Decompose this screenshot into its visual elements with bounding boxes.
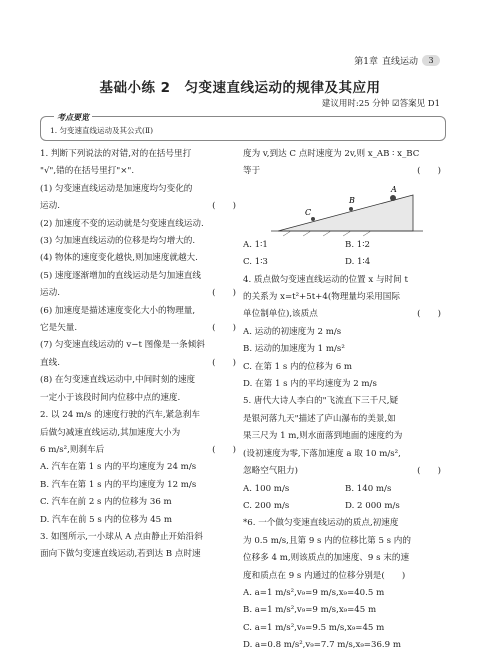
line-text: 1. 判断下列说法的对错,对的在括号里打 bbox=[40, 149, 192, 159]
text-line bbox=[40, 337, 242, 354]
text-line bbox=[243, 341, 447, 358]
line-text: B. a=1 m/s²,v₉=9 m/s,x₉=45 m bbox=[243, 605, 377, 616]
line-text: (5) 速度逐渐增加的直线运动是匀加速直线 bbox=[40, 270, 201, 281]
line-text: D. 在第 1 s 内的平均速度为 2 m/s bbox=[243, 379, 377, 390]
text-line bbox=[243, 393, 447, 410]
incline-diagram bbox=[243, 181, 447, 237]
answer-paren[interactable]: ( ) bbox=[212, 323, 236, 334]
chapter-number: 第1章 bbox=[354, 57, 378, 67]
answer-reference: ☑答案见 D1 bbox=[391, 99, 440, 109]
q3-options-row1 bbox=[243, 237, 447, 254]
answer-paren[interactable]: ( ) bbox=[417, 466, 441, 477]
text-line bbox=[40, 390, 242, 407]
answer-paren[interactable]: ( ) bbox=[212, 201, 236, 212]
text-line bbox=[40, 181, 242, 198]
q5-option-c[interactable]: C. 200 m/s bbox=[243, 500, 290, 511]
text-line bbox=[243, 550, 447, 567]
page-title: 基础小练 2 匀变速直线运动的规律及其应用 bbox=[99, 80, 381, 96]
knowledge-label: 考点要览 bbox=[54, 112, 92, 123]
q5-options-row2 bbox=[243, 498, 447, 515]
answer-paren[interactable]: ( ) bbox=[212, 288, 236, 299]
line-text: 运动. bbox=[40, 201, 60, 212]
text-line bbox=[243, 533, 447, 550]
text-line bbox=[40, 442, 242, 459]
text-line bbox=[243, 146, 447, 163]
line-text: 单位制单位),该质点 bbox=[243, 309, 318, 320]
text-line bbox=[40, 546, 242, 563]
line-text: 5. 唐代大诗人李白的"飞流直下三千尺,疑 bbox=[243, 396, 399, 407]
point-c bbox=[311, 217, 315, 221]
line-text: B. 汽车在第 1 s 内的平均速度为 12 m/s bbox=[40, 479, 197, 490]
knowledge-item: 1. 匀变速直线运动及其公式(Ⅱ) bbox=[50, 126, 153, 135]
page-header bbox=[354, 54, 440, 67]
text-line bbox=[40, 425, 242, 442]
line-text: 4. 质点做匀变速直线运动的位置 x 与时间 t bbox=[243, 274, 408, 285]
line-text: 2. 以 24 m/s 的速度行驶的汽车,紧急刹车 bbox=[40, 410, 200, 421]
line-text: D. 汽车在前 5 s 内的位移为 45 m bbox=[40, 514, 173, 525]
text-line bbox=[40, 250, 242, 267]
text-line bbox=[40, 233, 242, 250]
text-line bbox=[40, 494, 242, 511]
left-column bbox=[40, 146, 242, 564]
line-text: A. a=1 m/s²,v₉=9 m/s,x₉=40.5 m bbox=[243, 587, 385, 598]
incline-figure bbox=[243, 181, 447, 237]
text-line bbox=[243, 602, 447, 619]
text-line bbox=[40, 303, 242, 320]
q3-option-a[interactable]: A. 1∶1 bbox=[243, 239, 268, 250]
text-line bbox=[40, 529, 242, 546]
right-column bbox=[243, 146, 447, 655]
answer-paren[interactable]: ( ) bbox=[417, 309, 441, 320]
q5-option-b[interactable]: B. 140 m/s bbox=[345, 483, 392, 494]
line-text: 位移多 4 m,则该质点的加速度、9 s 末的速 bbox=[243, 553, 410, 564]
line-text: (1) 匀变速直线运动是加速度均匀变化的 bbox=[40, 183, 193, 194]
line-text: (8) 在匀变速直线运动中,中间时刻的速度 bbox=[40, 375, 196, 386]
text-line bbox=[243, 306, 447, 323]
text-line bbox=[243, 376, 447, 393]
line-text: 运动. bbox=[40, 288, 60, 299]
line-text: C. 汽车在前 2 s 内的位移为 36 m bbox=[40, 497, 172, 508]
line-text: C. 在第 1 s 内的位移为 6 m bbox=[243, 361, 353, 372]
text-line bbox=[243, 446, 447, 463]
line-text: *6. 一个做匀变速直线运动的质点,初速度 bbox=[243, 518, 399, 529]
line-text: 等于 bbox=[243, 166, 261, 177]
time-and-answer-meta bbox=[322, 97, 440, 109]
page-number: 3 bbox=[422, 55, 440, 66]
label-a: A bbox=[391, 184, 397, 194]
text-line bbox=[40, 477, 242, 494]
text-line bbox=[40, 163, 242, 180]
text-line bbox=[243, 272, 447, 289]
text-line bbox=[40, 285, 242, 302]
answer-paren[interactable]: ( ) bbox=[212, 444, 236, 455]
point-b bbox=[349, 207, 353, 211]
text-line bbox=[243, 428, 447, 445]
line-text: (6) 加速度是描述速度变化大小的物理量, bbox=[40, 305, 196, 316]
ball-at-a bbox=[390, 195, 396, 201]
line-text: 3. 如图所示,一小球从 A 点由静止开始沿斜 bbox=[40, 531, 203, 542]
text-line bbox=[40, 216, 242, 233]
q5-option-d[interactable]: D. 2 000 m/s bbox=[345, 500, 400, 511]
text-line bbox=[40, 146, 242, 163]
text-line bbox=[243, 463, 447, 480]
line-text: 直线. bbox=[40, 357, 60, 368]
suggested-time: 建议用时:25 分钟 bbox=[321, 99, 390, 109]
text-line bbox=[243, 163, 447, 180]
line-text: 度为 v,到达 C 点时速度为 2v,则 x_AB ∶ x_BC bbox=[243, 149, 420, 159]
text-line bbox=[40, 268, 242, 285]
line-text: 后做匀减速直线运动,其加速度大小为 bbox=[40, 427, 181, 438]
text-line bbox=[243, 289, 447, 306]
q3-option-c[interactable]: C. 1∶3 bbox=[243, 257, 268, 268]
text-line bbox=[243, 637, 447, 654]
label-b: B bbox=[349, 195, 355, 205]
line-text: (设初速度为零,下落加速度 a 取 10 m/s², bbox=[243, 448, 401, 459]
text-line bbox=[243, 620, 447, 637]
chapter-title: 直线运动 bbox=[381, 57, 418, 67]
line-text: "√",错的在括号里打"×". bbox=[40, 166, 135, 177]
text-line bbox=[40, 512, 242, 529]
text-line bbox=[40, 407, 242, 424]
q3-option-d[interactable]: D. 1∶4 bbox=[345, 257, 371, 268]
line-text: 它是矢量. bbox=[40, 323, 78, 334]
line-text: 果三尺为 1 m,则水面落到地面的速度约为 bbox=[243, 431, 403, 442]
text-line bbox=[40, 355, 242, 372]
text-line bbox=[40, 372, 242, 389]
text-line bbox=[243, 515, 447, 532]
label-c: C bbox=[305, 207, 312, 217]
line-text: A. 运动的初速度为 2 m/s bbox=[243, 326, 342, 337]
line-text: 的关系为 x=t²+5t+4(物理量均采用国际 bbox=[243, 292, 400, 303]
text-line bbox=[243, 411, 447, 428]
text-line bbox=[243, 568, 447, 585]
line-text: (2) 加速度不变的运动就是匀变速直线运动. bbox=[40, 218, 204, 229]
line-text: B. 运动的加速度为 1 m/s² bbox=[243, 344, 345, 355]
answer-paren[interactable]: ( ) bbox=[212, 357, 236, 368]
text-line bbox=[40, 198, 242, 215]
text-line bbox=[243, 324, 447, 341]
answer-paren[interactable]: ( ) bbox=[417, 166, 441, 177]
line-text: 6 m/s²,则刹车后 bbox=[40, 444, 105, 455]
text-line bbox=[243, 359, 447, 376]
line-text: 一定小于该段时间内位移中点的速度. bbox=[40, 392, 181, 403]
line-text: 面向下做匀变速直线运动,若到达 B 点时速 bbox=[40, 549, 201, 560]
text-line bbox=[40, 320, 242, 337]
line-text: (4) 物体的速度变化越快,则加速度就越大. bbox=[40, 253, 198, 264]
line-text: (3) 匀加速直线运动的位移是均匀增大的. bbox=[40, 236, 196, 247]
q3-option-b[interactable]: B. 1∶2 bbox=[345, 239, 370, 250]
line-text: (7) 匀变速直线运动的 v−t 图像是一条倾斜 bbox=[40, 340, 205, 351]
q5-options-row1 bbox=[243, 481, 447, 498]
text-line bbox=[243, 585, 447, 602]
line-text: A. 汽车在第 1 s 内的平均速度为 24 m/s bbox=[40, 462, 197, 473]
line-text: 度和质点在 9 s 内通过的位移分别是( ) bbox=[243, 570, 406, 581]
line-text: 忽略空气阻力) bbox=[243, 466, 298, 477]
line-text: C. a=1 m/s²,v₉=9.5 m/s,x₉=45 m bbox=[243, 622, 385, 633]
text-line bbox=[40, 459, 242, 476]
line-text: 为 0.5 m/s,且第 9 s 内的位移比第 5 s 内的 bbox=[243, 535, 411, 546]
q3-options-row2 bbox=[243, 254, 447, 271]
line-text: D. a=0.8 m/s²,v₉=7.7 m/s,x₉=36.9 m bbox=[243, 640, 401, 651]
q5-option-a[interactable]: A. 100 m/s bbox=[243, 483, 290, 494]
line-text: 是银河落九天"描述了庐山瀑布的美景,如 bbox=[243, 413, 396, 424]
